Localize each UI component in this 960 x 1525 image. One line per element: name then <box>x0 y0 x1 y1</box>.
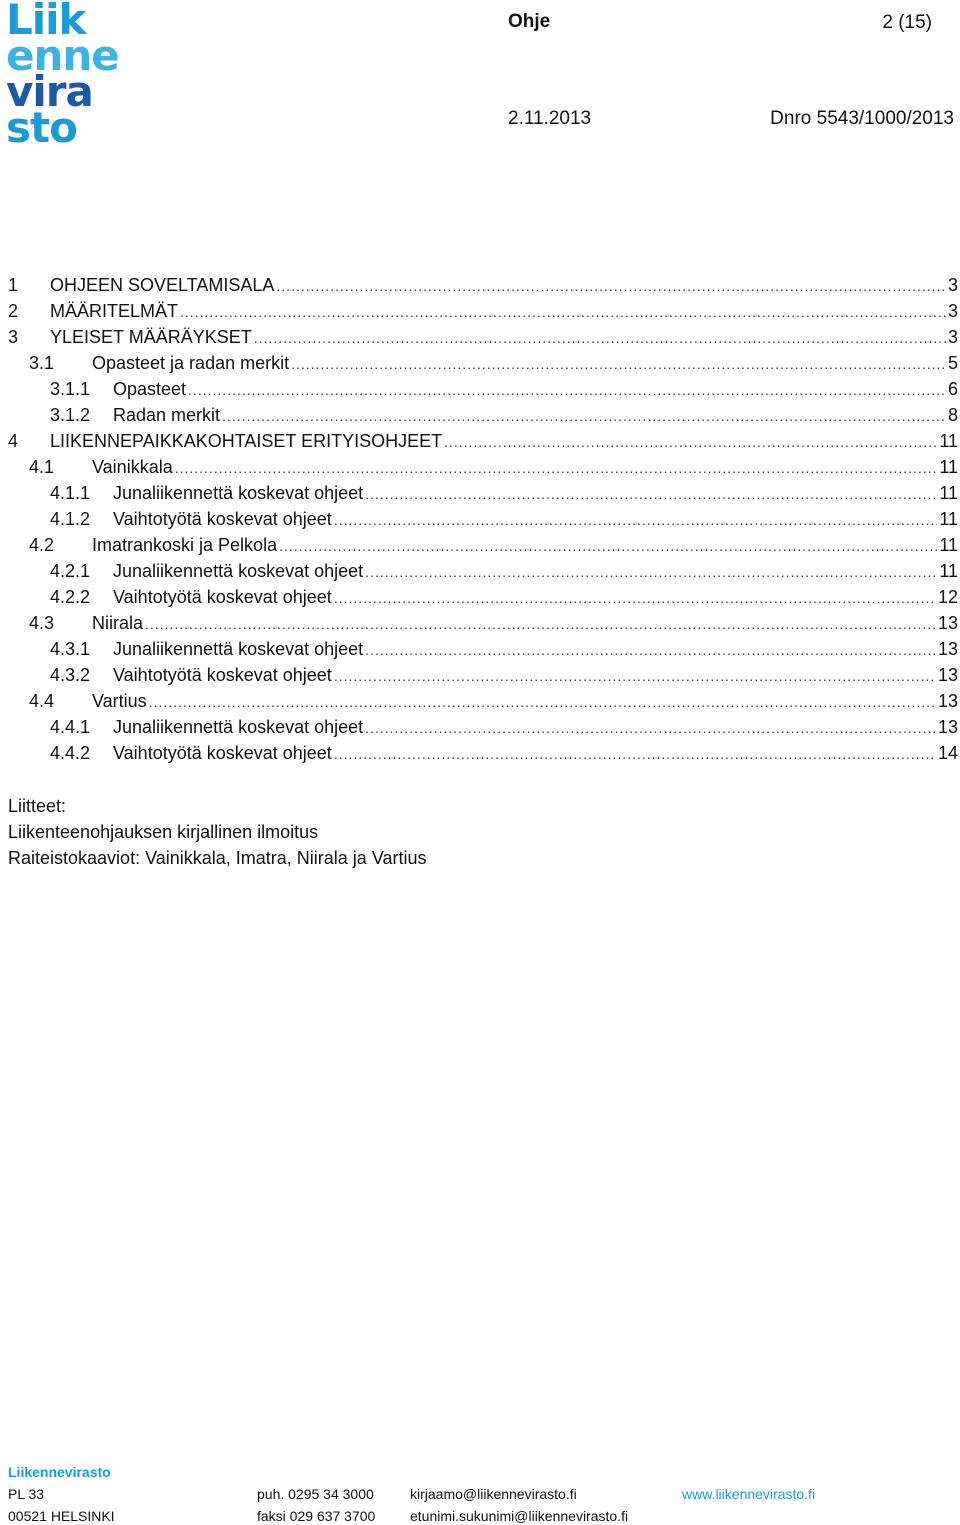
toc-entry-title: Imatrankoski ja Pelkola <box>92 535 278 555</box>
toc-entry[interactable] <box>8 506 958 532</box>
toc-entry-title: MÄÄRITELMÄT <box>50 301 179 321</box>
toc-entry[interactable] <box>8 298 958 324</box>
toc-entry-page: 11 <box>939 509 958 529</box>
toc-entry-title: Vaihtotyötä koskevat ohjeet <box>113 743 332 763</box>
toc-entry-page: 13 <box>937 691 958 711</box>
footer-email-registry[interactable]: kirjaamo@liikennevirasto.fi <box>410 1486 577 1502</box>
toc-entry[interactable] <box>8 688 958 714</box>
toc-entry-title: Vainikkala <box>92 457 173 477</box>
toc-dot-leader <box>444 429 937 455</box>
attachment-item: Liikenteenohjauksen kirjallinen ilmoitus <box>8 822 319 842</box>
document-date: 2.11.2013 <box>508 108 592 129</box>
toc-entry-number: 2 <box>8 301 19 321</box>
toc-entry-page: 11 <box>939 431 958 451</box>
toc-entry-number: 4.2.2 <box>50 587 91 607</box>
toc-entry-page: 5 <box>947 353 958 373</box>
toc-entry-title: OHJEEN SOVELTAMISALA <box>50 275 275 295</box>
toc-dot-leader <box>175 455 938 481</box>
toc-entry[interactable] <box>8 324 958 350</box>
toc-dot-leader <box>222 403 946 429</box>
toc-dot-leader <box>149 689 936 715</box>
toc-entry-page: 8 <box>947 405 958 425</box>
toc-entry-title: Junaliikennettä koskevat ohjeet <box>113 561 364 581</box>
footer-address-line1: PL 33 <box>8 1486 45 1502</box>
toc-entry-page: 3 <box>947 301 958 321</box>
toc-entry-page: 12 <box>937 587 958 607</box>
toc-entry[interactable] <box>8 740 958 766</box>
toc-dot-leader <box>279 533 937 559</box>
toc-entry-number: 4.2 <box>29 535 55 555</box>
toc-entry-number: 4.2.1 <box>50 561 91 581</box>
toc-entry-number: 3 <box>8 327 19 347</box>
toc-entry-page: 11 <box>939 483 958 503</box>
toc-entry[interactable] <box>8 480 958 506</box>
toc-entry-number: 4.3.2 <box>50 665 91 685</box>
logo-line: vira <box>6 67 93 116</box>
toc-dot-leader <box>334 585 936 611</box>
toc-entry-page: 14 <box>937 743 958 763</box>
footer-email-personal[interactable]: etunimi.sukunimi@liikennevirasto.fi <box>410 1508 629 1524</box>
toc-entry-page: 11 <box>939 535 958 555</box>
toc-dot-leader <box>145 611 936 637</box>
toc-dot-leader <box>365 637 936 663</box>
toc-dot-leader <box>365 559 937 585</box>
toc-entry-number: 4.1 <box>29 457 55 477</box>
toc-dot-leader <box>254 325 946 351</box>
toc-entry-title: Opasteet ja radan merkit <box>92 353 290 373</box>
toc-dot-leader <box>180 299 946 325</box>
toc-entry-number: 4.4.2 <box>50 743 91 763</box>
toc-dot-leader <box>188 377 946 403</box>
toc-entry-title: Vaihtotyötä koskevat ohjeet <box>113 509 332 529</box>
footer-address-line2: 00521 HELSINKI <box>8 1508 115 1524</box>
toc-entry-number: 4.3 <box>29 613 55 633</box>
toc-entry[interactable] <box>8 610 958 636</box>
toc-entry-title: LIIKENNEPAIKKAKOHTAISET ERITYISOHJEET <box>50 431 443 451</box>
attachments <box>8 793 427 871</box>
toc-entry-title: Vartius <box>92 691 147 711</box>
document-type: Ohje <box>508 11 551 32</box>
logo-line: sto <box>6 103 77 152</box>
toc-dot-leader <box>334 507 938 533</box>
page-number: 2 (15) <box>882 12 932 33</box>
toc-entry[interactable] <box>8 428 958 454</box>
toc-entry-number: 3.1.1 <box>50 379 91 399</box>
footer-website-link[interactable]: www.liikennevirasto.fi <box>682 1486 816 1502</box>
toc-entry-title: YLEISET MÄÄRÄYKSET <box>50 327 252 347</box>
toc-entry-number: 1 <box>8 275 19 295</box>
toc-entry[interactable] <box>8 272 958 298</box>
toc-entry[interactable] <box>8 584 958 610</box>
toc-entry-number: 4.4 <box>29 691 55 711</box>
toc-entry-number: 4.1.2 <box>50 509 91 529</box>
footer-org-name: Liikennevirasto <box>8 1464 111 1480</box>
toc-entry-number: 4 <box>8 431 19 451</box>
toc-entry-title: Vaihtotyötä koskevat ohjeet <box>113 665 332 685</box>
toc-entry-title: Niirala <box>92 613 144 633</box>
toc-entry-page: 13 <box>937 639 958 659</box>
toc-entry[interactable] <box>8 454 958 480</box>
liikennevirasto-logo <box>6 0 132 152</box>
toc-entry[interactable] <box>8 558 958 584</box>
logo-line: enne <box>6 31 119 80</box>
toc-dot-leader <box>291 351 946 377</box>
footer-phone: puh. 0295 34 3000 <box>257 1486 374 1502</box>
toc-entry-title: Opasteet <box>113 379 187 399</box>
toc-entry-page: 13 <box>937 665 958 685</box>
toc-entry-page: 6 <box>947 379 958 399</box>
document-number: Dnro 5543/1000/2013 <box>770 108 954 129</box>
toc-dot-leader <box>334 741 936 767</box>
attachment-item: Raiteistokaaviot: Vainikkala, Imatra, Niirala ja Vartius <box>8 848 427 868</box>
toc-dot-leader <box>365 481 937 507</box>
toc-entry-number: 3.1 <box>29 353 55 373</box>
toc-entry-title: Junaliikennettä koskevat ohjeet <box>113 483 364 503</box>
logo-line: Liik <box>6 0 86 44</box>
toc-entry-page: 13 <box>937 613 958 633</box>
toc-entry-page: 3 <box>947 327 958 347</box>
toc-entry-number: 4.1.1 <box>50 483 91 503</box>
toc-entry-title: Vaihtotyötä koskevat ohjeet <box>113 587 332 607</box>
toc-entry-title: Radan merkit <box>113 405 221 425</box>
toc-entry[interactable] <box>8 714 958 740</box>
table-of-contents <box>8 272 958 766</box>
footer-fax: faksi 029 637 3700 <box>257 1508 376 1524</box>
toc-entry-page: 13 <box>937 717 958 737</box>
toc-entry[interactable] <box>8 636 958 662</box>
toc-entry[interactable] <box>8 532 958 558</box>
toc-entry-page: 11 <box>939 457 958 477</box>
toc-entry[interactable] <box>8 376 958 402</box>
toc-entry[interactable] <box>8 402 958 428</box>
attachments-heading: Liitteet: <box>8 796 67 816</box>
toc-entry[interactable] <box>8 350 958 376</box>
toc-dot-leader <box>334 663 936 689</box>
toc-dot-leader <box>365 715 936 741</box>
toc-entry-number: 3.1.2 <box>50 405 91 425</box>
toc-entry-number: 4.4.1 <box>50 717 91 737</box>
toc-entry-page: 11 <box>939 561 958 581</box>
toc-entry-title: Junaliikennettä koskevat ohjeet <box>113 639 364 659</box>
toc-dot-leader <box>276 273 946 299</box>
toc-entry-page: 3 <box>947 275 958 295</box>
toc-entry-number: 4.3.1 <box>50 639 91 659</box>
toc-entry[interactable] <box>8 662 958 688</box>
toc-entry-title: Junaliikennettä koskevat ohjeet <box>113 717 364 737</box>
